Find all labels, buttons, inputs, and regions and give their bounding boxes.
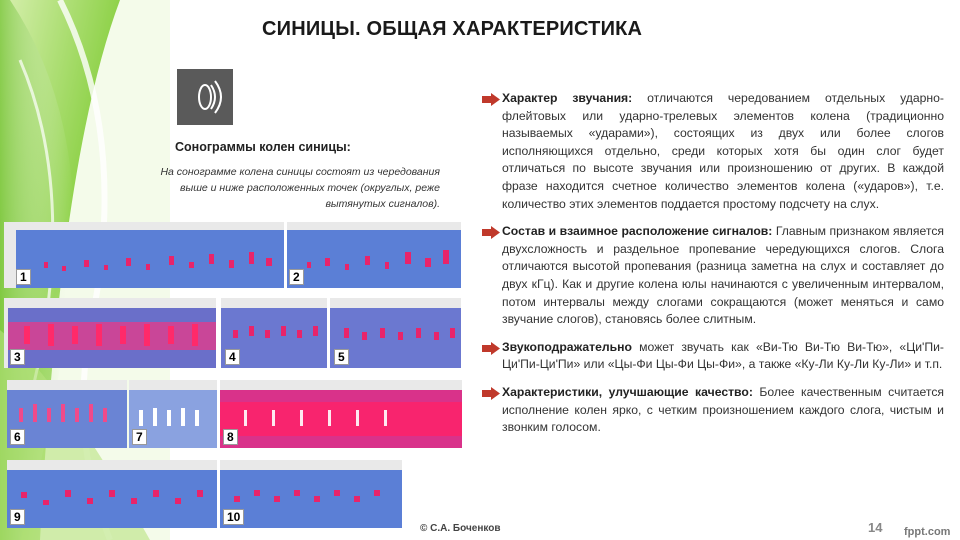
sonogram-panel-5	[330, 298, 461, 368]
sonogram-panel-10	[220, 460, 402, 528]
sonogram-label: 9	[10, 509, 25, 525]
bullet-text: Главным признаком является двухсложность и раздельное пропевание чередующихся слогов. Слога отличаются высотой пропевания (разница заметна на слух и составляет до двух кГц). Как и другие колена юлы начинаются с увеличенным интервалом, потом интервалы между слогами сокращаются (может меняться и само звучание слогов), становясь более слитным.	[502, 224, 945, 327]
bullet-heading: Характеристики, улучшающие качество:	[502, 384, 753, 399]
arrow-right-icon	[482, 387, 500, 400]
sonogram-panel-4	[221, 298, 327, 368]
bullet-item	[482, 384, 944, 437]
sonogram-label: 4	[225, 349, 240, 365]
sonogram-panel-6	[7, 380, 127, 448]
bullet-item	[482, 339, 944, 374]
bullet-list	[482, 90, 944, 447]
page-title: СИНИЦЫ. ОБЩАЯ ХАРАКТЕРИСТИКА	[262, 18, 643, 40]
sonogram-panel-9	[7, 460, 217, 528]
bullet-item	[482, 223, 944, 329]
sonogram-label: 3	[10, 349, 25, 365]
sonogram-label: 2	[289, 269, 304, 285]
bullet-heading: Характер звучания:	[502, 91, 633, 105]
sonogram-label: 5	[334, 349, 349, 365]
sonogram-label: 10	[223, 509, 244, 525]
footer-copyright: © С.А. Боченков	[420, 523, 501, 534]
sonogram-note: На сонограмме колена синицы состоят из чередования выше и ниже расположенных точек (округлых, реже вытянутых сигналов).	[160, 166, 440, 210]
sonogram-panel-2	[287, 222, 461, 288]
sonogram-label: 8	[223, 429, 238, 445]
bullet-heading: Звукоподражательно	[502, 339, 632, 354]
bullet-text: Более качественным считается исполнение колен ярко, с четким произношением каждого слога, чистым и звонким голосом.	[502, 384, 945, 435]
sonogram-panel-3	[4, 298, 216, 368]
bullet-heading: Состав и взаимное расположение сигналов:	[502, 224, 773, 239]
arrow-right-icon	[482, 342, 500, 355]
sonogram-heading: Сонограммы колен синицы:	[175, 140, 351, 154]
sonogram-label: 6	[10, 429, 25, 445]
sonogram-panel-7	[129, 380, 217, 448]
speaker-sound-icon[interactable]	[177, 69, 233, 125]
arrow-right-icon	[482, 93, 500, 106]
page-number: 14	[868, 520, 883, 535]
sonogram-label: 7	[132, 429, 147, 445]
sonogram-label: 1	[16, 269, 31, 285]
brand-logo: fppt.com	[904, 526, 951, 538]
bullet-text: может звучать как «Ви-Тю Ви-Тю Ви-Тю», «Ци'Пи-Ци'Пи-Ци'Пи» или «Цы-Фи Цы-Фи Цы-Фи», а также «Ку-Ли Ку-Ли Ку-Ли» и т.п.	[502, 339, 944, 372]
sonogram-panel-1	[4, 222, 284, 288]
arrow-right-icon	[482, 226, 500, 239]
sonogram-panel-8	[220, 380, 462, 448]
bullet-item	[482, 90, 944, 213]
bullet-text: отличаются чередованием отдельных ударно-флейтовых или ударно-трелевых элементов колена (традиционно называемых «ударами»), состоящих из двух или более слогов исполняющихся отдельно, среди которых хотя бы один слог будет отличаться по высоте звучания или произношению от других. В каждой фразе находится счетное количество элементов колена («ударов»), т.е. количество этих элементов поддается простому подсчету на слух.	[502, 91, 944, 211]
